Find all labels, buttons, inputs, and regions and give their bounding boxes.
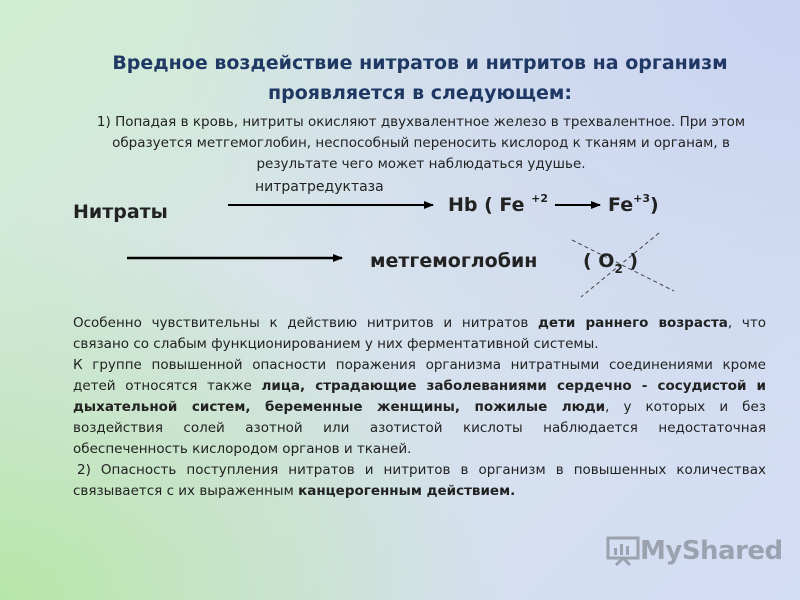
- body-text: [73, 313, 766, 502]
- title-line-1: Вредное воздействие нитратов и нитритов на организм: [112, 52, 728, 74]
- p1-text-end: , что связано со слабым функционированием у них ферментативной системы.: [73, 315, 766, 352]
- paragraph-carcinogenic: [73, 460, 766, 502]
- methemoglobin-label: метгемоглобин: [370, 250, 538, 272]
- p3-text-start: 2) Опасность поступления нитратов и нитритов в организм в повышенных количествах связывается с их выраженным: [73, 462, 766, 499]
- oxygen-label: [583, 250, 638, 276]
- oxygen-close: ): [622, 250, 639, 272]
- presentation-board-icon: [606, 536, 640, 566]
- p3-bold: канцерогенным действием.: [298, 483, 516, 499]
- nitrates-label: Нитраты: [73, 201, 168, 223]
- myshared-logo: [606, 536, 783, 566]
- ferric-iron-label: [608, 192, 659, 216]
- title-line-2: проявляется в следующем:: [267, 82, 573, 104]
- p2-text-start: К группе повышенной опасности поражения организма нитратными соединениями кроме детей относятся также: [73, 357, 766, 394]
- oxygen-subscript: 2: [614, 262, 623, 276]
- iron-charge-3: +3: [633, 192, 650, 205]
- p1-bold: дети раннего возраста: [538, 315, 728, 331]
- p2-text-end: , у которых и без воздействия солей азотной или азотистой кислоты наблюдается недостаточная обеспеченность кислородом органов и тканей.: [73, 399, 766, 457]
- oxygen-open: ( O: [583, 250, 615, 272]
- enzyme-label: нитратредуктаза: [255, 179, 384, 195]
- hemoglobin-text: Hb ( Fe: [448, 194, 525, 216]
- p1-text-start: Особенно чувствительны к действию нитритов и нитратов: [73, 315, 539, 331]
- iron-charge-2: +2: [531, 192, 549, 205]
- p2-bold: лица, страдающие заболеваниями сердечно - сосудистой и дыхательной систем, беременные женщины, пожилые люди: [73, 378, 766, 415]
- ferric-close-paren: ): [649, 194, 659, 216]
- hemoglobin-iron-label: [448, 192, 548, 216]
- logo-text: MyShared: [640, 536, 783, 566]
- intro-paragraph: 1) Попадая в кровь, нитриты окисляют двухвалентное железо в трехвалентное. При этом образуется метгемоглобин, неспособный переносить кислород к тканям и органам, в результате чего может наблюдаться удушье.: [96, 114, 746, 172]
- paragraph-children: [73, 313, 766, 355]
- ferric-text: Fe: [608, 194, 634, 216]
- paragraph-risk-group: [73, 355, 766, 460]
